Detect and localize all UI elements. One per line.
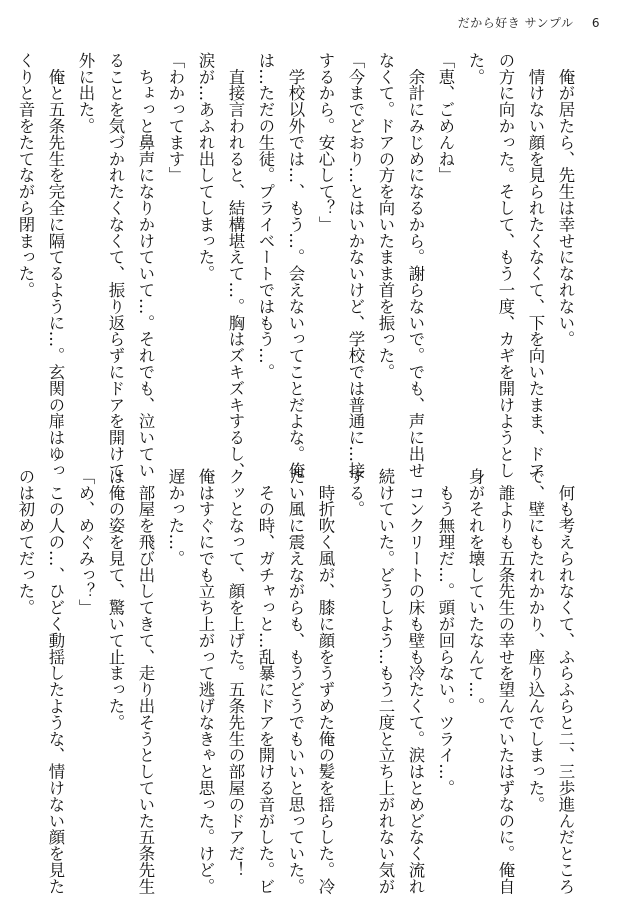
text-line: コンクリートの床も壁も冷たくて。涙はとめどなく流れ bbox=[406, 468, 425, 895]
text-line: クッとなって、顔を上げた。五条先生の部屋のドアだ！ bbox=[226, 468, 245, 878]
text-line: で、壁にもたれかかり、座り込んでしまった。 bbox=[526, 468, 545, 813]
text-line: は…ただの生徒。プライベートではもう…。 bbox=[256, 52, 275, 380]
text-line: するから。安心して？」 bbox=[316, 52, 335, 233]
text-line: 「め、めぐみっ？」 bbox=[76, 468, 95, 616]
text-line: 時折吹く風が、膝に顔をうずめた俺の髪を揺らした。冷 bbox=[316, 468, 335, 895]
text-line: 涙が…あふれ出してしまった。 bbox=[196, 52, 215, 282]
text-line: 余計にみじめになるから。謝らないで。でも、声に出せ bbox=[406, 52, 425, 479]
text-line: は俺の姿を見て、驚いて止まった。 bbox=[106, 468, 125, 731]
text-line: 何も考えられなくて、ふらふらと二、三歩進んだところ bbox=[556, 468, 575, 895]
text-line: 学校以外では…、もう…。会えないってことだよな。俺 bbox=[286, 52, 305, 479]
running-header bbox=[458, 14, 600, 31]
text-line: 俺が居たら、先生は幸せになれない。 bbox=[556, 52, 575, 348]
text-line: 誰よりも五条先生の幸せを望んでいたはずなのに。俺自 bbox=[496, 468, 515, 895]
text-line: 続けていた。どうしよう…もう二度と立ち上がれない気が bbox=[376, 468, 395, 895]
book-title: だから好き サンプル bbox=[457, 16, 574, 30]
text-line: もう無理だ…。頭が回らない。ツライ…。 bbox=[436, 468, 455, 796]
text-line: この人の…、ひどく動揺したような、情けない顔を見た bbox=[46, 468, 65, 895]
text-line: 身がそれを壊していたなんて…。 bbox=[466, 468, 485, 714]
text-line: の方に向かった。そして、もう一度、カギを開けようとし bbox=[496, 52, 515, 479]
text-line: たい風に震えながらも、もうどうでもいいと思っていた。 bbox=[286, 468, 305, 895]
text-line: なくて。ドアの方を向いたまま首を振った。 bbox=[376, 52, 395, 380]
text-line: くりと音をたてながら閉まった。 bbox=[16, 52, 35, 298]
text-line: た。 bbox=[466, 52, 485, 85]
text-line: 直接言われると、結構堪えて…。胸はズキズキするし、 bbox=[226, 52, 245, 479]
text-line: 「今までどおり…とはいかないけど、学校では普通に…接 bbox=[346, 52, 365, 479]
text-line: 情けない顔を見られたくなくて、下を向いたまま、ドア bbox=[526, 52, 545, 479]
page-number: 6 bbox=[591, 16, 600, 30]
text-line: ちょっと鼻声になりかけていて…。それでも、泣いてい bbox=[136, 52, 155, 479]
text-line: 俺と五条先生を完全に隔てるように…。玄関の扉はゆっ bbox=[46, 52, 65, 479]
text-line: その時、ガチャっと…乱暴にドアを開ける音がした。ビ bbox=[256, 468, 275, 895]
text-line: する。 bbox=[346, 468, 365, 518]
text-block-lower bbox=[16, 468, 580, 895]
text-line: 外に出た。 bbox=[76, 52, 95, 134]
text-block-upper bbox=[16, 52, 580, 479]
text-line: ることを気づかれたくなくて、振り返らずにドアを開けて bbox=[106, 52, 125, 479]
text-line: 「恵、ごめんね」 bbox=[436, 52, 455, 184]
text-line: 遅かった…。 bbox=[166, 468, 185, 567]
text-line: 部屋を飛び出してきて、走り出そうとしていた五条先生 bbox=[136, 468, 155, 895]
text-line: 「わかってます」 bbox=[166, 52, 185, 184]
text-line: のは初めてだった。 bbox=[16, 468, 35, 616]
text-line: 俺はすぐにでも立ち上がって逃げなきゃと思った。けど。 bbox=[196, 468, 215, 895]
